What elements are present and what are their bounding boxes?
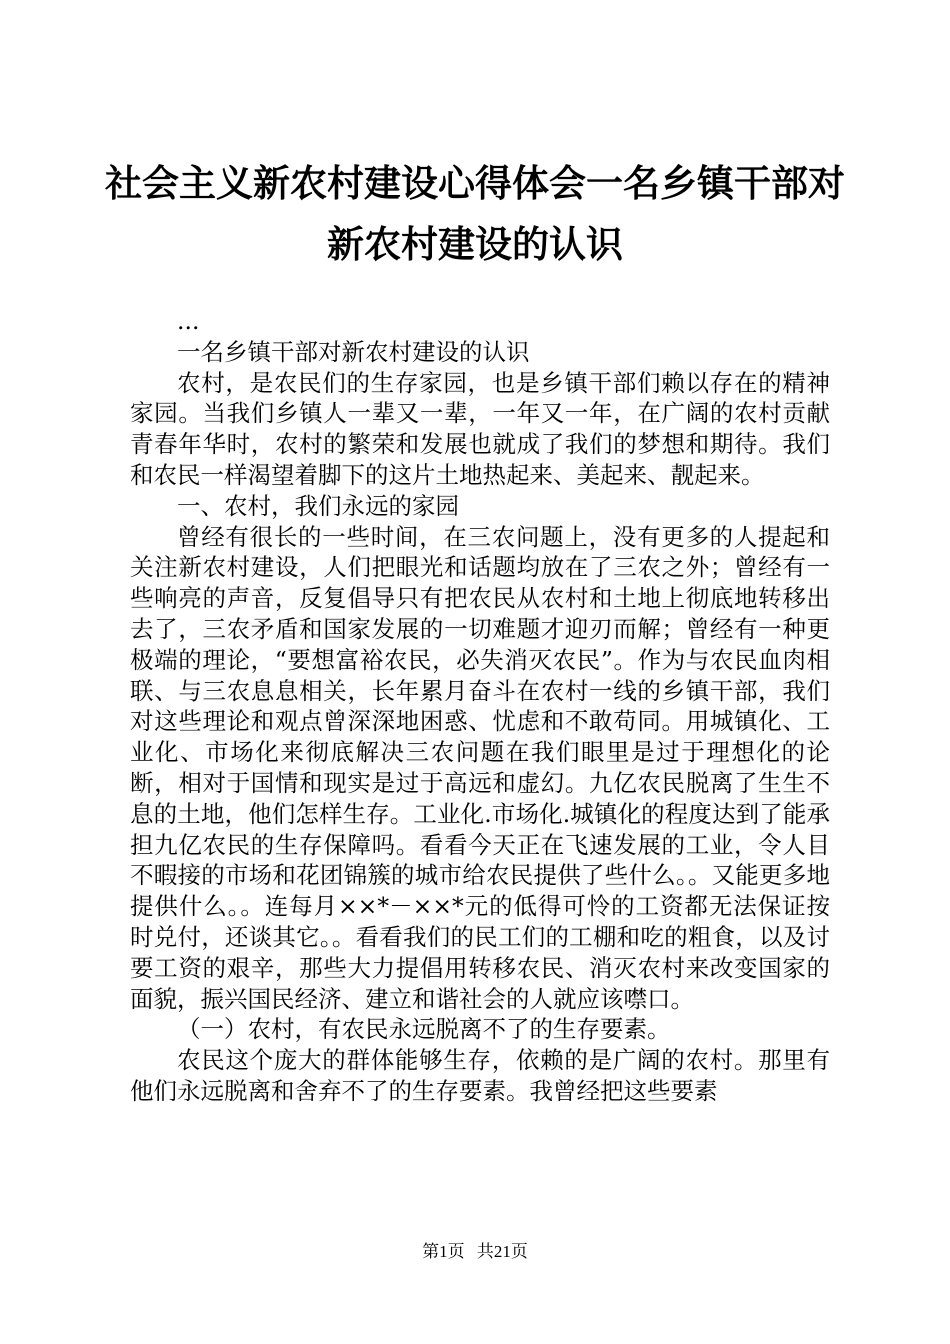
subsection-heading: （一）农村，有农民永远脱离不了的生存要素。 (177, 1015, 671, 1044)
page-total: 共21页 (476, 1242, 528, 1261)
document-title-line-2: 新农村建设的认识 (327, 222, 623, 266)
document-body (130, 306, 830, 1107)
page-number: 第1页 (422, 1242, 465, 1261)
document-title-line-1: 社会主义新农村建设心得体会一名乡镇干部对 (105, 161, 845, 205)
body-paragraph: 农民这个庞大的群体能够生存，依赖的是广阔的农村。那里有他们永远脱离和舍弃不了的生存要素。我曾经把这些要素 (130, 1046, 830, 1105)
body-paragraph-subtitle: 一名乡镇干部对新农村建设的认识 (177, 337, 530, 366)
body-paragraph: 曾经有很长的一些时间，在三农问题上，没有更多的人提起和关注新农村建设，人们把眼光和话题均放在了三农之外；曾经有一些响亮的声音，反复倡导只有把农民从农村和土地上彻底地转移出去了，三农矛盾和国家发展的一切难题才迎刃而解；曾经有一种更极端的理论，“要想富裕农民，必失消灭农民”。作为与农民血肉相联、与三农息息相关，长年累月奋斗在农村一线的乡镇干部，我们对这些理论和观点曾深深地困惑、忧虑和不敢苟同。用城镇化、工业化、市场化来彻底解决三农问题在我们眼里是过于理想化的论断，相对于国情和现实是过于高远和虚幻。九亿农民脱离了生生不息的土地，他们怎样生存。工业化.市场化.城镇化的程度达到了能承担九亿农民的生存保障吗。看看今天正在飞速发展的工业，令人目不暇接的市场和花团锦簇的城市给农民提供了些什么。。又能更多地提供什么。。连每月××*－××*元的低得可怜的工资都无法保证按时兑付，还谈其它。。看看我们的民工们的工棚和吃的粗食，以及讨要工资的艰辛，那些大力提倡用转移农民、消灭农村来改变国家的面貌，振兴国民经济、建立和谐社会的人就应该噤口。 (130, 522, 830, 1013)
page-footer (0, 1240, 950, 1264)
body-paragraph: 农村，是农民们的生存家园，也是乡镇干部们赖以存在的精神家园。当我们乡镇人一辈又一辈，一年又一年，在广阔的农村贡献青春年华时，农村的繁荣和发展也就成了我们的梦想和期待。我们和农民一样渴望着脚下的这片土地热起来、美起来、靓起来。 (130, 368, 830, 489)
section-heading: 一、农村，我们永远的家园 (177, 491, 459, 520)
body-paragraph-ellipsis: ... (177, 307, 200, 335)
